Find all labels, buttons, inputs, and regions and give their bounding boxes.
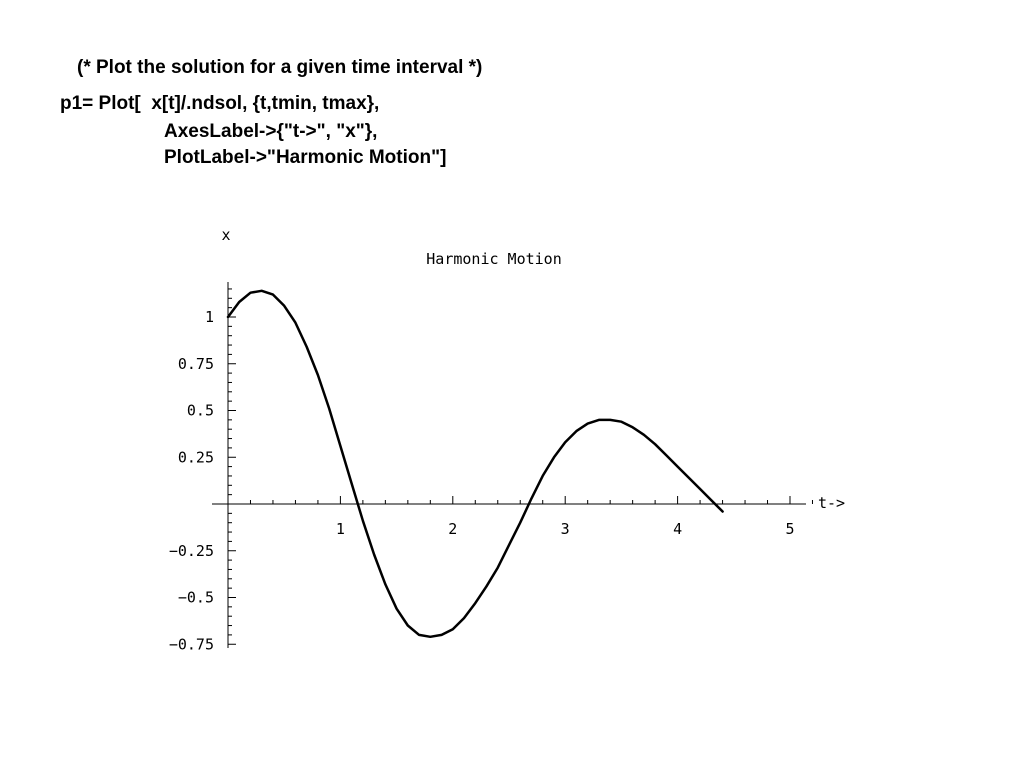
code-comment: (* Plot the solution for a given time interval *) [77, 57, 483, 78]
code-line-2: AxesLabel->{"t->", "x"}, [164, 121, 378, 142]
x-axis-label: t-> [818, 494, 846, 512]
y-tick-label: −0.25 [168, 541, 214, 560]
y-tick-label: −0.75 [168, 635, 214, 654]
x-tick-label: 4 [673, 520, 683, 538]
y-tick-label: −0.5 [177, 588, 214, 607]
y-tick-label: 0.5 [186, 401, 214, 420]
chart-title: Harmonic Motion [426, 250, 562, 268]
code-line-3: PlotLabel->"Harmonic Motion"] [164, 147, 447, 168]
y-axis-label: x [221, 226, 231, 244]
x-tick-label: 2 [448, 520, 458, 538]
x-tick-label: 5 [785, 520, 795, 538]
x-tick-label: 1 [335, 520, 345, 538]
series-line [228, 291, 723, 637]
y-tick-label: 0.75 [177, 354, 214, 373]
y-tick-label: 1 [204, 308, 214, 326]
code-line-1: p1= Plot[ x[t]/.ndsol, {t,tmin, tmax}, [60, 93, 380, 114]
y-tick-label: 0.25 [177, 448, 214, 467]
x-tick-label: 3 [560, 520, 570, 538]
